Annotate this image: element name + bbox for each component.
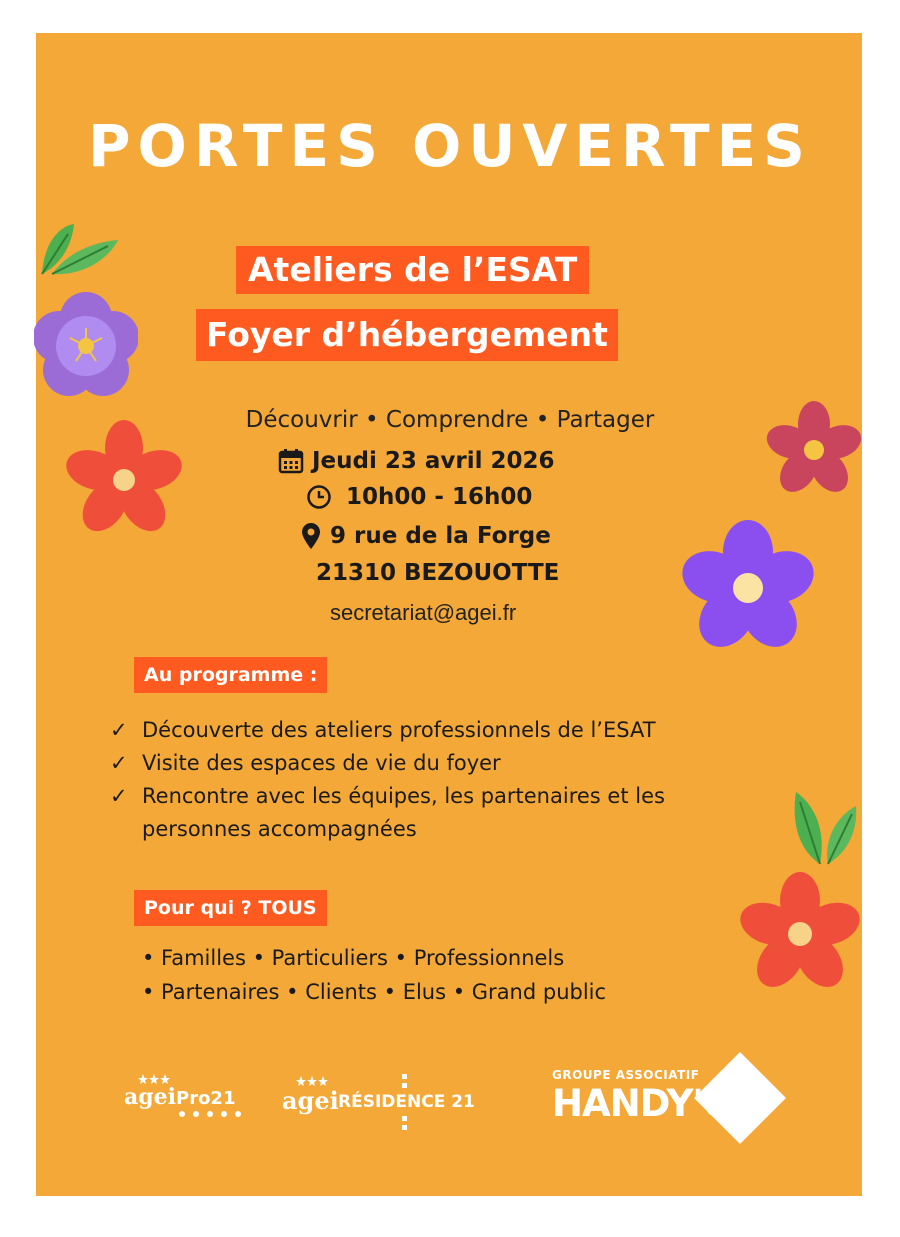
event-address-line2: 21310 BEZOUOTTE (316, 560, 560, 586)
audience-heading: Pour qui ? TOUS (134, 890, 327, 926)
list-item: ✓ Visite des espaces de vie du foyer (110, 747, 665, 780)
subtitle-esat: Ateliers de l’ESAT (236, 246, 589, 294)
event-address (300, 522, 551, 550)
programme-list (110, 714, 665, 846)
calendar-icon (278, 448, 304, 474)
list-item: ✓ Découverte des ateliers professionnels de l’ESAT (110, 714, 665, 747)
audience-line-1: • Familles • Particuliers • Professionnels (142, 946, 565, 970)
event-date-text: Jeudi 23 avril 2026 (312, 448, 555, 474)
clock-icon (306, 484, 332, 510)
subtitle-foyer: Foyer d’hébergement (196, 309, 618, 361)
flower-icon (62, 420, 186, 540)
leaf-icon (38, 222, 120, 278)
check-icon: ✓ (110, 718, 128, 742)
check-icon: ✓ (110, 784, 128, 808)
flower-icon (680, 520, 816, 656)
event-time-text: 10h00 - 16h00 (346, 484, 533, 510)
leaf-icon (790, 788, 860, 866)
flower-icon (736, 872, 864, 996)
location-pin-icon (300, 522, 322, 550)
list-item: ✓ Rencontre avec les équipes, les partenaires et les personnes accompagnées (110, 780, 665, 846)
event-time (306, 484, 532, 510)
check-icon: ✓ (110, 751, 128, 775)
logo-agei-pro21: agei Pro21 (124, 1074, 254, 1122)
logo-agei-residence21: agei RÉSIDENCE 21 (282, 1074, 482, 1130)
event-city (316, 560, 559, 586)
event-address-line1: 9 rue de la Forge (330, 523, 551, 549)
logo-handyup: GROUPE ASSOCIATIF HANDY'UP (550, 1050, 790, 1146)
event-date (278, 448, 555, 474)
tagline: Découvrir • Comprendre • Partager (245, 407, 655, 433)
flower-icon (34, 292, 138, 400)
audience-line-2: • Partenaires • Clients • Elus • Grand public (142, 980, 607, 1004)
page-title: PORTES OUVERTES (88, 112, 812, 180)
programme-heading: Au programme : (134, 657, 327, 693)
contact-email[interactable]: secretariat@agei.fr (330, 600, 517, 625)
